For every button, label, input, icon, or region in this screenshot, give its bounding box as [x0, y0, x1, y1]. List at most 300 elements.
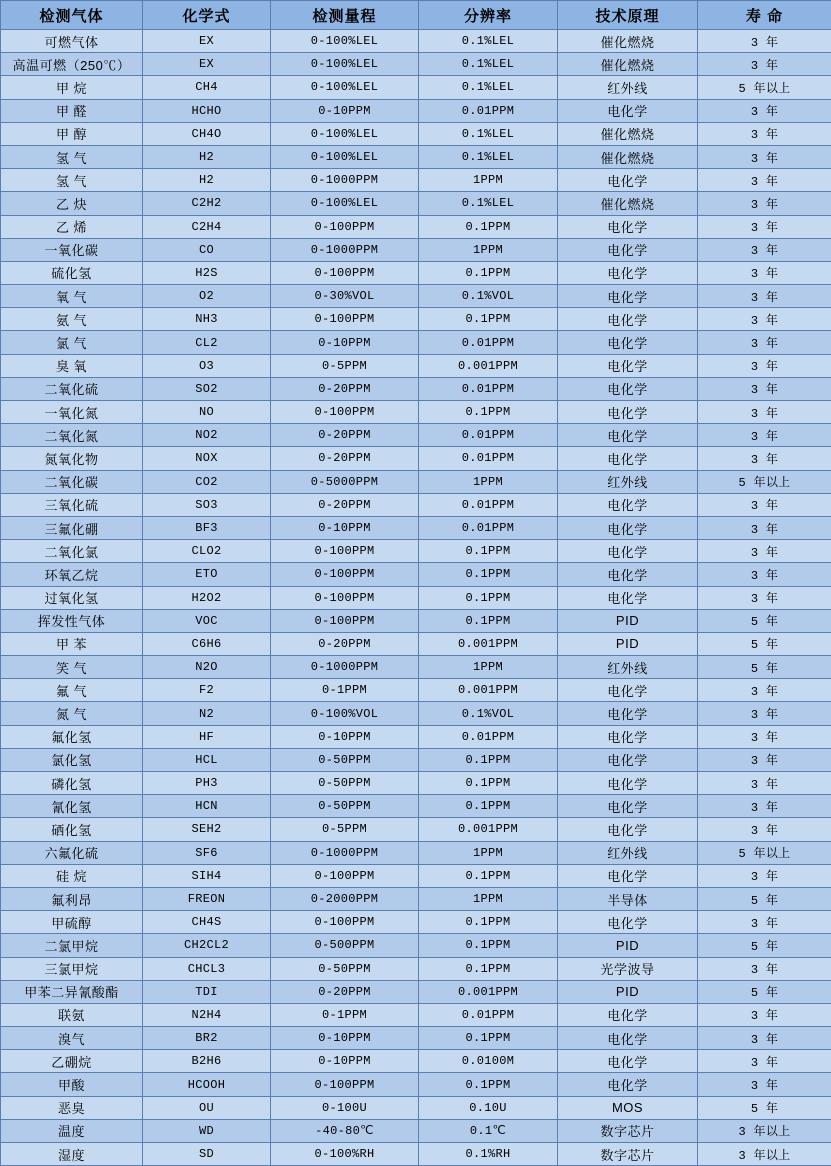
cell-technical-principle: 电化学 [558, 285, 698, 308]
cell-gas-name: 乙硼烷 [1, 1050, 143, 1073]
table-row [1, 1119, 831, 1142]
table-row [1, 53, 831, 76]
table-header [1, 1, 831, 30]
cell-resolution: 0.1PPM [419, 586, 558, 609]
cell-chemical-formula: HCHO [143, 99, 271, 122]
cell-technical-principle: 电化学 [558, 169, 698, 192]
cell-chemical-formula: F2 [143, 679, 271, 702]
table-row [1, 772, 831, 795]
cell-technical-principle: 电化学 [558, 772, 698, 795]
cell-detection-range: 0-100PPM [271, 1073, 419, 1096]
cell-chemical-formula: WD [143, 1119, 271, 1142]
cell-lifetime: 5 年 [698, 609, 831, 632]
cell-lifetime: 3 年 [698, 122, 831, 145]
cell-resolution: 0.01PPM [419, 99, 558, 122]
cell-resolution: 0.001PPM [419, 354, 558, 377]
cell-technical-principle: 电化学 [558, 702, 698, 725]
cell-chemical-formula: CL2 [143, 331, 271, 354]
cell-lifetime: 3 年 [698, 818, 831, 841]
cell-detection-range: 0-2000PPM [271, 887, 419, 910]
cell-resolution: 0.1%VOL [419, 702, 558, 725]
cell-lifetime: 3 年 [698, 447, 831, 470]
cell-detection-range: 0-50PPM [271, 957, 419, 980]
cell-gas-name: 三氯甲烷 [1, 957, 143, 980]
cell-gas-name: 甲苯二异氰酸酯 [1, 980, 143, 1003]
cell-gas-name: 甲 醛 [1, 99, 143, 122]
table-row [1, 586, 831, 609]
cell-detection-range: 0-1000PPM [271, 238, 419, 261]
cell-lifetime: 5 年 [698, 934, 831, 957]
cell-gas-name: 二氯甲烷 [1, 934, 143, 957]
table-row [1, 30, 831, 53]
cell-gas-name: 一氧化碳 [1, 238, 143, 261]
cell-lifetime: 3 年 [698, 169, 831, 192]
cell-technical-principle: 电化学 [558, 725, 698, 748]
cell-technical-principle: 催化燃烧 [558, 53, 698, 76]
cell-chemical-formula: ETO [143, 563, 271, 586]
cell-detection-range: 0-1000PPM [271, 169, 419, 192]
cell-detection-range: 0-10PPM [271, 99, 419, 122]
cell-chemical-formula: SIH4 [143, 864, 271, 887]
cell-resolution: 0.1%LEL [419, 53, 558, 76]
cell-resolution: 0.1PPM [419, 1027, 558, 1050]
cell-technical-principle: 电化学 [558, 1027, 698, 1050]
table-row [1, 1143, 831, 1166]
cell-technical-principle: 红外线 [558, 470, 698, 493]
cell-detection-range: 0-5PPM [271, 354, 419, 377]
cell-chemical-formula: H2S [143, 261, 271, 284]
cell-technical-principle: 催化燃烧 [558, 122, 698, 145]
cell-detection-range: 0-100%LEL [271, 192, 419, 215]
table-row [1, 493, 831, 516]
cell-lifetime: 5 年 [698, 980, 831, 1003]
cell-lifetime: 5 年以上 [698, 470, 831, 493]
cell-lifetime: 3 年 [698, 261, 831, 284]
table-row [1, 934, 831, 957]
cell-lifetime: 3 年 [698, 725, 831, 748]
cell-detection-range: 0-100PPM [271, 911, 419, 934]
cell-detection-range: 0-10PPM [271, 1050, 419, 1073]
cell-resolution: 0.01PPM [419, 377, 558, 400]
cell-detection-range: 0-1PPM [271, 679, 419, 702]
cell-technical-principle: 电化学 [558, 308, 698, 331]
column-header-principle: 技术原理 [558, 1, 698, 30]
cell-gas-name: 二氧化硫 [1, 377, 143, 400]
cell-technical-principle: 电化学 [558, 795, 698, 818]
cell-detection-range: 0-20PPM [271, 632, 419, 655]
cell-gas-name: 氮 气 [1, 702, 143, 725]
cell-detection-range: 0-50PPM [271, 748, 419, 771]
cell-lifetime: 3 年 [698, 53, 831, 76]
cell-resolution: 0.01PPM [419, 725, 558, 748]
table-row [1, 795, 831, 818]
cell-resolution: 0.1%LEL [419, 122, 558, 145]
cell-chemical-formula: EX [143, 53, 271, 76]
cell-chemical-formula: NO [143, 401, 271, 424]
cell-gas-name: 湿度 [1, 1143, 143, 1166]
table-row [1, 215, 831, 238]
cell-gas-name: 硒化氢 [1, 818, 143, 841]
cell-resolution: 0.001PPM [419, 818, 558, 841]
cell-lifetime: 3 年 [698, 377, 831, 400]
cell-gas-name: 温度 [1, 1119, 143, 1142]
cell-chemical-formula: FREON [143, 887, 271, 910]
cell-technical-principle: 电化学 [558, 261, 698, 284]
cell-gas-name: 臭 氧 [1, 354, 143, 377]
cell-chemical-formula: EX [143, 30, 271, 53]
cell-chemical-formula: C2H4 [143, 215, 271, 238]
cell-chemical-formula: BF3 [143, 516, 271, 539]
table-row [1, 424, 831, 447]
cell-chemical-formula: SO2 [143, 377, 271, 400]
cell-technical-principle: 电化学 [558, 864, 698, 887]
cell-gas-name: 磷化氢 [1, 772, 143, 795]
cell-chemical-formula: VOC [143, 609, 271, 632]
cell-detection-range: 0-100%LEL [271, 145, 419, 168]
cell-gas-name: 乙 炔 [1, 192, 143, 215]
cell-gas-name: 环氧乙烷 [1, 563, 143, 586]
cell-detection-range: 0-10PPM [271, 725, 419, 748]
cell-lifetime: 3 年 [698, 795, 831, 818]
table-row [1, 887, 831, 910]
cell-resolution: 0.1PPM [419, 934, 558, 957]
cell-chemical-formula: H2 [143, 169, 271, 192]
cell-technical-principle: 电化学 [558, 540, 698, 563]
cell-chemical-formula: HCN [143, 795, 271, 818]
cell-lifetime: 3 年 [698, 702, 831, 725]
cell-chemical-formula: CO [143, 238, 271, 261]
cell-gas-name: 挥发性气体 [1, 609, 143, 632]
cell-lifetime: 3 年 [698, 586, 831, 609]
cell-lifetime: 3 年 [698, 540, 831, 563]
cell-resolution: 0.0100M [419, 1050, 558, 1073]
cell-chemical-formula: O3 [143, 354, 271, 377]
cell-lifetime: 5 年 [698, 632, 831, 655]
cell-detection-range: 0-100%LEL [271, 30, 419, 53]
cell-lifetime: 3 年 [698, 493, 831, 516]
cell-gas-name: 甲 醇 [1, 122, 143, 145]
cell-technical-principle: 电化学 [558, 215, 698, 238]
cell-detection-range: 0-30%VOL [271, 285, 419, 308]
cell-resolution: 0.01PPM [419, 447, 558, 470]
cell-lifetime: 3 年以上 [698, 1119, 831, 1142]
cell-gas-name: 氧 气 [1, 285, 143, 308]
cell-detection-range: 0-100PPM [271, 215, 419, 238]
cell-lifetime: 5 年以上 [698, 76, 831, 99]
cell-gas-name: 氢 气 [1, 169, 143, 192]
column-header-range: 检测量程 [271, 1, 419, 30]
cell-technical-principle: 光学波导 [558, 957, 698, 980]
cell-detection-range: 0-10PPM [271, 516, 419, 539]
cell-chemical-formula: C2H2 [143, 192, 271, 215]
cell-gas-name: 氯 气 [1, 331, 143, 354]
cell-lifetime: 3 年 [698, 401, 831, 424]
table-row [1, 980, 831, 1003]
cell-technical-principle: 半导体 [558, 887, 698, 910]
cell-technical-principle: 电化学 [558, 493, 698, 516]
cell-technical-principle: 电化学 [558, 516, 698, 539]
table-row [1, 1096, 831, 1119]
cell-technical-principle: PID [558, 980, 698, 1003]
cell-chemical-formula: CLO2 [143, 540, 271, 563]
cell-gas-name: 三氟化硼 [1, 516, 143, 539]
cell-gas-name: 三氧化硫 [1, 493, 143, 516]
cell-chemical-formula: CH4S [143, 911, 271, 934]
cell-technical-principle: MOS [558, 1096, 698, 1119]
cell-detection-range: 0-1000PPM [271, 656, 419, 679]
cell-lifetime: 3 年 [698, 424, 831, 447]
cell-gas-name: 氟 气 [1, 679, 143, 702]
cell-chemical-formula: N2H4 [143, 1003, 271, 1026]
cell-lifetime: 5 年以上 [698, 841, 831, 864]
cell-detection-range: 0-10PPM [271, 331, 419, 354]
cell-detection-range: 0-5000PPM [271, 470, 419, 493]
cell-technical-principle: 电化学 [558, 911, 698, 934]
cell-detection-range: 0-100%LEL [271, 76, 419, 99]
cell-technical-principle: 数字芯片 [558, 1119, 698, 1142]
cell-lifetime: 5 年 [698, 887, 831, 910]
cell-detection-range: 0-5PPM [271, 818, 419, 841]
cell-resolution: 0.001PPM [419, 679, 558, 702]
cell-lifetime: 3 年 [698, 354, 831, 377]
cell-technical-principle: PID [558, 609, 698, 632]
cell-technical-principle: 电化学 [558, 354, 698, 377]
cell-detection-range: 0-20PPM [271, 980, 419, 1003]
cell-lifetime: 5 年 [698, 1096, 831, 1119]
cell-lifetime: 3 年 [698, 285, 831, 308]
cell-gas-name: 恶臭 [1, 1096, 143, 1119]
cell-resolution: 0.1PPM [419, 540, 558, 563]
cell-technical-principle: 电化学 [558, 679, 698, 702]
cell-chemical-formula: NOX [143, 447, 271, 470]
cell-gas-name: 可燃气体 [1, 30, 143, 53]
table-row [1, 377, 831, 400]
cell-detection-range: 0-20PPM [271, 424, 419, 447]
cell-resolution: 0.1PPM [419, 308, 558, 331]
cell-detection-range: 0-100PPM [271, 308, 419, 331]
cell-lifetime: 3 年 [698, 1003, 831, 1026]
cell-resolution: 1PPM [419, 656, 558, 679]
cell-lifetime: 3 年 [698, 1073, 831, 1096]
cell-gas-name: 甲酸 [1, 1073, 143, 1096]
cell-resolution: 0.1PPM [419, 563, 558, 586]
cell-resolution: 0.1%LEL [419, 192, 558, 215]
table-row [1, 192, 831, 215]
cell-technical-principle: PID [558, 934, 698, 957]
cell-resolution: 0.1%LEL [419, 76, 558, 99]
cell-gas-name: 二氧化碳 [1, 470, 143, 493]
cell-detection-range: 0-100%LEL [271, 122, 419, 145]
cell-detection-range: 0-100%LEL [271, 53, 419, 76]
cell-detection-range: -40-80℃ [271, 1119, 419, 1142]
cell-lifetime: 3 年 [698, 748, 831, 771]
cell-technical-principle: 电化学 [558, 99, 698, 122]
cell-gas-name: 笑 气 [1, 656, 143, 679]
table-row [1, 911, 831, 934]
cell-resolution: 1PPM [419, 470, 558, 493]
cell-chemical-formula: SF6 [143, 841, 271, 864]
cell-lifetime: 5 年 [698, 656, 831, 679]
cell-detection-range: 0-100PPM [271, 563, 419, 586]
table-row [1, 470, 831, 493]
cell-technical-principle: 红外线 [558, 656, 698, 679]
cell-resolution: 0.1PPM [419, 401, 558, 424]
cell-gas-name: 硅 烷 [1, 864, 143, 887]
cell-detection-range: 0-100PPM [271, 609, 419, 632]
table-row [1, 679, 831, 702]
cell-resolution: 0.1PPM [419, 609, 558, 632]
table-row [1, 632, 831, 655]
cell-chemical-formula: TDI [143, 980, 271, 1003]
table-row [1, 656, 831, 679]
cell-lifetime: 3 年 [698, 215, 831, 238]
cell-chemical-formula: CH2CL2 [143, 934, 271, 957]
cell-chemical-formula: H2 [143, 145, 271, 168]
cell-technical-principle: 红外线 [558, 76, 698, 99]
cell-gas-name: 氯化氢 [1, 748, 143, 771]
cell-chemical-formula: H2O2 [143, 586, 271, 609]
cell-technical-principle: 电化学 [558, 1003, 698, 1026]
cell-gas-name: 硫化氢 [1, 261, 143, 284]
cell-technical-principle: 电化学 [558, 818, 698, 841]
cell-resolution: 1PPM [419, 887, 558, 910]
table-row [1, 609, 831, 632]
cell-lifetime: 3 年 [698, 30, 831, 53]
cell-resolution: 0.10U [419, 1096, 558, 1119]
table-row [1, 1050, 831, 1073]
cell-technical-principle: 电化学 [558, 401, 698, 424]
cell-technical-principle: 电化学 [558, 447, 698, 470]
cell-detection-range: 0-100U [271, 1096, 419, 1119]
cell-gas-name: 二氧化氮 [1, 424, 143, 447]
table-body [1, 30, 831, 1166]
table-header-row [1, 1, 831, 30]
cell-resolution: 0.001PPM [419, 980, 558, 1003]
cell-chemical-formula: C6H6 [143, 632, 271, 655]
cell-detection-range: 0-1000PPM [271, 841, 419, 864]
table-row [1, 76, 831, 99]
cell-lifetime: 3 年 [698, 145, 831, 168]
cell-detection-range: 0-100%RH [271, 1143, 419, 1166]
cell-technical-principle: 电化学 [558, 1050, 698, 1073]
cell-gas-name: 二氧化氯 [1, 540, 143, 563]
cell-technical-principle: 红外线 [558, 841, 698, 864]
cell-gas-name: 甲 苯 [1, 632, 143, 655]
table-row [1, 122, 831, 145]
cell-detection-range: 0-50PPM [271, 795, 419, 818]
cell-detection-range: 0-500PPM [271, 934, 419, 957]
cell-gas-name: 甲 烷 [1, 76, 143, 99]
cell-resolution: 0.1PPM [419, 748, 558, 771]
column-header-resolution: 分辨率 [419, 1, 558, 30]
cell-resolution: 0.1PPM [419, 772, 558, 795]
table-row [1, 99, 831, 122]
cell-lifetime: 3 年 [698, 1027, 831, 1050]
cell-chemical-formula: CH4 [143, 76, 271, 99]
cell-chemical-formula: NH3 [143, 308, 271, 331]
table-row [1, 354, 831, 377]
cell-resolution: 0.01PPM [419, 516, 558, 539]
cell-resolution: 0.1PPM [419, 1073, 558, 1096]
cell-resolution: 1PPM [419, 238, 558, 261]
cell-resolution: 1PPM [419, 841, 558, 864]
cell-lifetime: 3 年 [698, 192, 831, 215]
cell-resolution: 0.1PPM [419, 911, 558, 934]
cell-chemical-formula: PH3 [143, 772, 271, 795]
cell-gas-name: 六氟化硫 [1, 841, 143, 864]
column-header-lifetime: 寿 命 [698, 1, 831, 30]
cell-resolution: 0.1PPM [419, 957, 558, 980]
cell-chemical-formula: NO2 [143, 424, 271, 447]
cell-chemical-formula: HCOOH [143, 1073, 271, 1096]
cell-resolution: 0.1%VOL [419, 285, 558, 308]
cell-detection-range: 0-100%VOL [271, 702, 419, 725]
table-row [1, 540, 831, 563]
cell-gas-name: 氨 气 [1, 308, 143, 331]
cell-technical-principle: 电化学 [558, 748, 698, 771]
table-row [1, 818, 831, 841]
cell-technical-principle: 电化学 [558, 424, 698, 447]
cell-detection-range: 0-100PPM [271, 261, 419, 284]
cell-gas-name: 溴气 [1, 1027, 143, 1050]
cell-lifetime: 3 年 [698, 772, 831, 795]
table-row [1, 401, 831, 424]
table-row [1, 957, 831, 980]
cell-lifetime: 3 年 [698, 957, 831, 980]
cell-technical-principle: 电化学 [558, 331, 698, 354]
cell-resolution: 0.1PPM [419, 795, 558, 818]
table-row [1, 169, 831, 192]
table-row [1, 841, 831, 864]
cell-resolution: 0.1PPM [419, 864, 558, 887]
cell-detection-range: 0-20PPM [271, 377, 419, 400]
cell-gas-name: 过氧化氢 [1, 586, 143, 609]
table-row [1, 1003, 831, 1026]
cell-chemical-formula: O2 [143, 285, 271, 308]
table-row [1, 563, 831, 586]
cell-technical-principle: 数字芯片 [558, 1143, 698, 1166]
cell-detection-range: 0-100PPM [271, 586, 419, 609]
table-row [1, 285, 831, 308]
cell-resolution: 0.01PPM [419, 331, 558, 354]
cell-gas-name: 氢 气 [1, 145, 143, 168]
cell-technical-principle: 催化燃烧 [558, 30, 698, 53]
table-row [1, 725, 831, 748]
cell-gas-name: 氮氧化物 [1, 447, 143, 470]
cell-detection-range: 0-100PPM [271, 864, 419, 887]
cell-lifetime: 3 年 [698, 679, 831, 702]
table-row [1, 702, 831, 725]
cell-technical-principle: 电化学 [558, 563, 698, 586]
table-row [1, 238, 831, 261]
cell-technical-principle: 电化学 [558, 1073, 698, 1096]
cell-lifetime: 3 年 [698, 238, 831, 261]
cell-chemical-formula: SD [143, 1143, 271, 1166]
cell-detection-range: 0-10PPM [271, 1027, 419, 1050]
cell-detection-range: 0-1PPM [271, 1003, 419, 1026]
cell-gas-name: 高温可燃（250℃） [1, 53, 143, 76]
cell-resolution: 0.1PPM [419, 215, 558, 238]
table-row [1, 864, 831, 887]
cell-lifetime: 3 年 [698, 1050, 831, 1073]
cell-gas-name: 氟化氢 [1, 725, 143, 748]
cell-chemical-formula: CH4O [143, 122, 271, 145]
column-header-formula: 化学式 [143, 1, 271, 30]
cell-resolution: 0.01PPM [419, 493, 558, 516]
cell-lifetime: 3 年 [698, 331, 831, 354]
cell-technical-principle: 电化学 [558, 377, 698, 400]
table-row [1, 748, 831, 771]
